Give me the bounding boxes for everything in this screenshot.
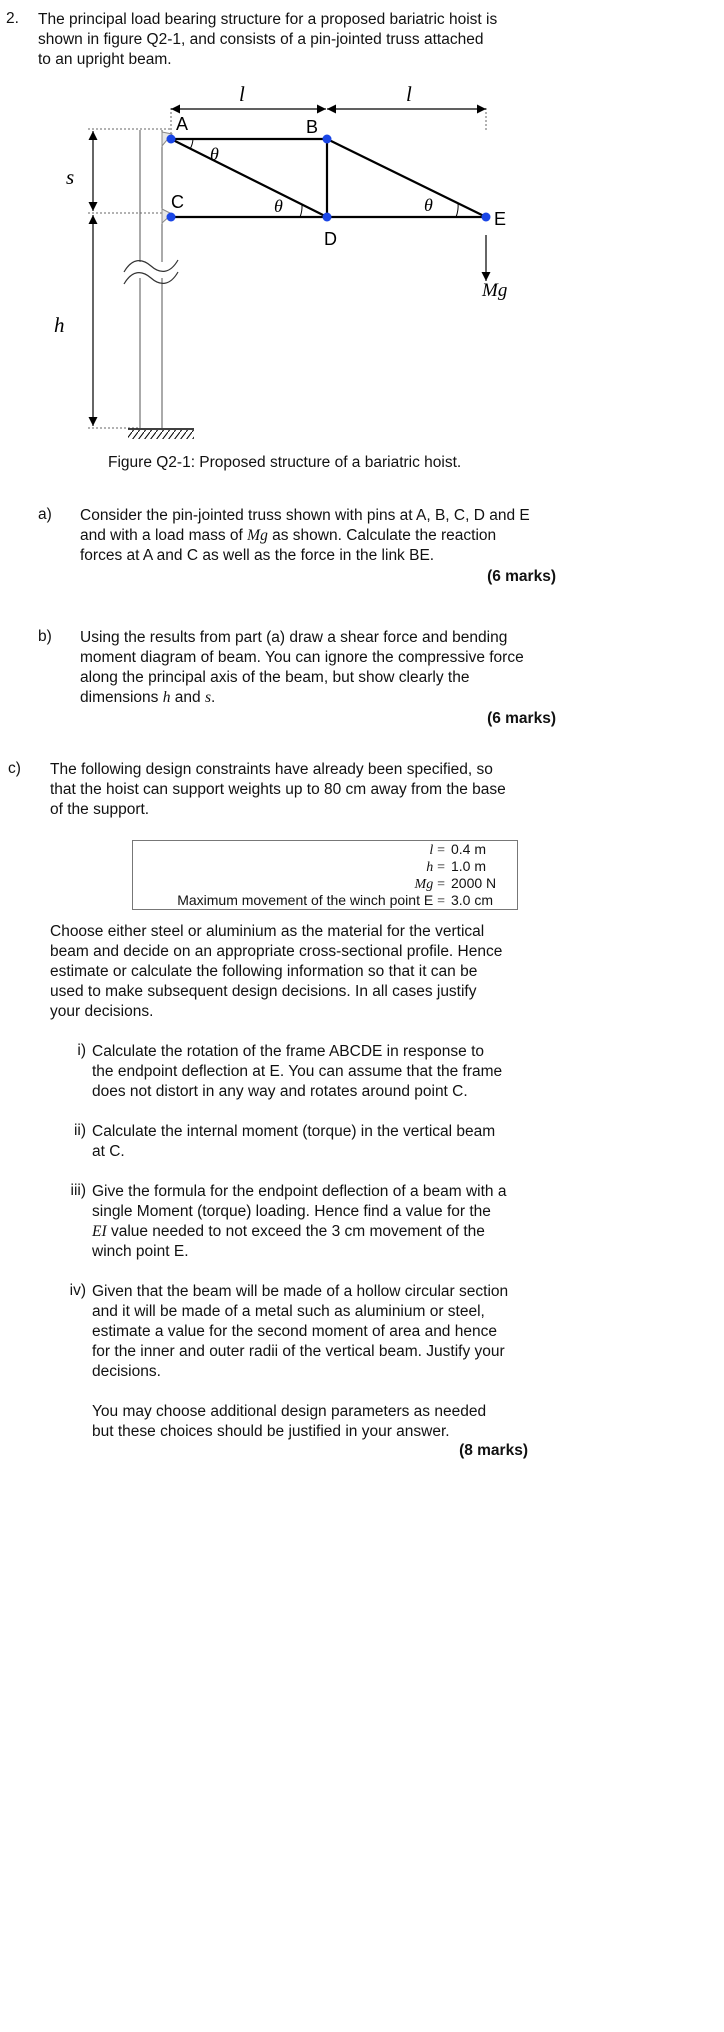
label-l-right: l (406, 82, 412, 106)
text-line: moment diagram of beam. You can ignore the compressive force (80, 649, 524, 666)
text-line: Given that the beam will be made of a hollow circular section (92, 1283, 509, 1300)
part-a-label: a) (38, 506, 52, 523)
part-b-marks: (6 marks) (487, 710, 556, 727)
constraint-row: Maximum movement of the winch point E = 3.0 cm (177, 892, 494, 909)
text-line: does not distort in any way and rotates around point C. (92, 1083, 468, 1100)
text-line: that the hoist can support weights up to 80 cm away from the base (50, 781, 506, 798)
pin-d (323, 213, 332, 222)
text-line: at C. (92, 1143, 125, 1160)
text-line: beam and decide on an appropriate cross-sectional profile. Hence (50, 943, 503, 960)
part-a-text (80, 506, 580, 566)
part-c-body (50, 922, 570, 1022)
constraint-row: Mg = 2000 N (414, 875, 497, 892)
design-constraints-table (132, 840, 518, 910)
text-line: used to make subsequent design decisions. In all cases justify (50, 983, 477, 1000)
item-iv-text (92, 1282, 572, 1382)
item-ii-text (92, 1122, 572, 1162)
figure-q2-1 (0, 70, 724, 440)
label-e: E (494, 209, 507, 229)
intro-line: to an upright beam. (38, 51, 172, 68)
text-line: Calculate the rotation of the frame ABCDE in response to (92, 1043, 485, 1060)
var-mg: Mg (247, 527, 268, 544)
item-i-text (92, 1042, 572, 1102)
text-line: EI value needed to not exceed the 3 cm movement of the (92, 1223, 485, 1240)
text-line: winch point E. (92, 1243, 189, 1260)
figure-caption: Figure Q2-1: Proposed structure of a bariatric hoist. (108, 454, 462, 471)
constraint-row: h = 1.0 m (426, 858, 487, 875)
item-iii-text (92, 1182, 572, 1262)
text-line: dimensions h and s. (80, 689, 216, 706)
part-c-label: c) (8, 760, 21, 777)
intro-line: shown in figure Q2-1, and consists of a pin-jointed truss attached (38, 31, 484, 48)
text-line: estimate or calculate the following information so that it can be (50, 963, 478, 980)
pin-b (323, 135, 332, 144)
text-line: The following design constraints have already been specified, so (50, 761, 493, 778)
text-line: estimate a value for the second moment of area and hence (92, 1323, 497, 1340)
part-c-closing (92, 1402, 572, 1442)
label-s: s (66, 165, 75, 189)
var-h: h (162, 689, 171, 706)
text-line: the endpoint deflection at E. You can assume that the frame (92, 1063, 503, 1080)
part-c-intro (50, 760, 570, 820)
text-line: forces at A and C as well as the force in the link BE. (80, 547, 435, 564)
pin-c (167, 213, 176, 222)
label-b: B (306, 117, 319, 137)
text-line: Consider the pin-jointed truss shown with pins at A, B, C, D and E (80, 507, 530, 524)
text-line: Choose either steel or aluminium as the material for the vertical (50, 923, 485, 940)
pin-a (167, 135, 176, 144)
text-line: for the inner and outer radii of the vertical beam. Justify your (92, 1343, 505, 1360)
ground-support (128, 429, 194, 439)
part-b-label: b) (38, 628, 52, 645)
label-theta-2: θ (274, 196, 283, 216)
label-l-left: l (239, 82, 245, 106)
text-line: decisions. (92, 1363, 161, 1380)
upright-beam (124, 130, 178, 428)
text-line: your decisions. (50, 1003, 154, 1020)
pin-e (482, 213, 491, 222)
text-line: You may choose additional design parameters as needed (92, 1403, 487, 1420)
label-a: A (176, 114, 189, 134)
label-d: D (324, 229, 337, 249)
var-s: s (204, 689, 211, 706)
text-line: and with a load mass of Mg as shown. Calculate the reaction (80, 527, 497, 544)
question-intro (38, 10, 558, 70)
item-ii-label: ii) (73, 1122, 86, 1139)
text-line: Using the results from part (a) draw a shear force and bending (80, 629, 508, 646)
label-load-mg: Mg (482, 280, 508, 301)
part-c-marks: (8 marks) (459, 1442, 528, 1459)
text-line: but these choices should be justified in your answer. (92, 1423, 450, 1440)
constraint-row: l = 0.4 m (429, 841, 487, 858)
part-a-marks: (6 marks) (487, 568, 556, 585)
item-iii-label: iii) (70, 1182, 86, 1199)
intro-line: The principal load bearing structure for a proposed bariatric hoist is (38, 11, 498, 28)
text-line: and it will be made of a metal such as aluminium or steel, (92, 1303, 485, 1320)
label-theta-3: θ (424, 195, 433, 215)
text-line: along the principal axis of the beam, but show clearly the (80, 669, 470, 686)
question-number: 2. (6, 10, 19, 27)
text-line: single Moment (torque) loading. Hence find a value for the (92, 1203, 491, 1220)
text-line: of the support. (50, 801, 150, 818)
var-ei: EI (92, 1223, 107, 1240)
text-line: Calculate the internal moment (torque) in the vertical beam (92, 1123, 496, 1140)
item-i-label: i) (77, 1042, 86, 1059)
text-line: Give the formula for the endpoint deflection of a beam with a (92, 1183, 507, 1200)
item-iv-label: iv) (69, 1282, 86, 1299)
label-c: C (171, 192, 184, 212)
label-h: h (54, 313, 65, 337)
label-theta-1: θ (210, 144, 219, 164)
part-b-text (80, 628, 580, 708)
